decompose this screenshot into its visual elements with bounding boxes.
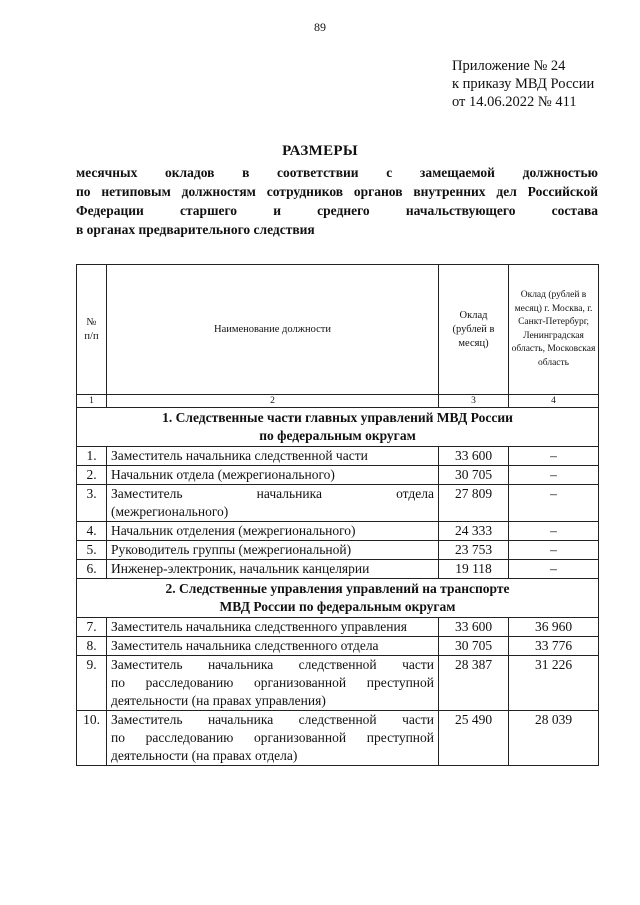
position-name	[107, 656, 439, 711]
salary-value: 19 118	[439, 560, 509, 579]
table-row	[77, 447, 599, 466]
position-name: Заместитель начальника следственного отдела	[107, 637, 439, 656]
position-name-line: по расследованию организованной преступной	[111, 675, 434, 690]
position-name-line: Заместитель начальника следственной части	[111, 712, 434, 727]
section-1-header	[77, 408, 599, 447]
position-name-line: деятельности (на правах отдела)	[111, 748, 298, 763]
position-name: Заместитель начальника следственного управления	[107, 618, 439, 637]
position-name: Инженер-электроник, начальник канцелярии	[107, 560, 439, 579]
appendix-line-3: от 14.06.2022 № 411	[452, 94, 577, 110]
row-number: 10.	[77, 711, 107, 766]
table-row	[77, 637, 599, 656]
salary-value: 30 705	[439, 637, 509, 656]
salary-table	[76, 264, 599, 766]
section-1-title	[77, 408, 599, 447]
position-name-line: по расследованию организованной преступной	[111, 730, 434, 745]
position-name-line: Заместитель начальника отдела	[111, 486, 434, 501]
row-number: 5.	[77, 541, 107, 560]
column-number-row	[77, 395, 599, 408]
salary-moscow-value: –	[509, 485, 599, 522]
position-name: Руководитель группы (межрегиональной)	[107, 541, 439, 560]
subtitle-line-4: в органах предварительного следствия	[76, 222, 315, 237]
col-number: 2	[107, 395, 439, 408]
row-number: 4.	[77, 522, 107, 541]
section-2-line-2: МВД России по федеральным округам	[219, 599, 456, 614]
table-row	[77, 560, 599, 579]
table-row	[77, 522, 599, 541]
section-1-line-2: по федеральным округам	[259, 428, 416, 443]
salary-moscow-value: –	[509, 466, 599, 485]
table-row	[77, 711, 599, 766]
position-name	[107, 485, 439, 522]
salary-value: 25 490	[439, 711, 509, 766]
subtitle-line-1: месячных окладов в соответствии с замещаемой должностью	[76, 165, 598, 180]
salary-value: 30 705	[439, 466, 509, 485]
position-name	[107, 711, 439, 766]
row-number: 1.	[77, 447, 107, 466]
salary-moscow-value: 28 039	[509, 711, 599, 766]
table-row	[77, 466, 599, 485]
document-title: РАЗМЕРЫ	[282, 143, 358, 159]
salary-value: 33 600	[439, 447, 509, 466]
page-number: 89	[314, 20, 326, 34]
position-name-line: (межрегионального)	[111, 504, 229, 519]
position-name-line: Заместитель начальника следственной части	[111, 657, 434, 672]
salary-moscow-value: –	[509, 522, 599, 541]
col-number: 1	[77, 395, 107, 408]
salary-moscow-value: –	[509, 447, 599, 466]
table-row	[77, 618, 599, 637]
section-2-header	[77, 579, 599, 618]
position-name-line: деятельности (на правах управления)	[111, 693, 326, 708]
header-name: Наименование должности	[107, 265, 439, 395]
position-name: Начальник отделения (межрегионального)	[107, 522, 439, 541]
salary-moscow-value: 33 776	[509, 637, 599, 656]
row-number: 6.	[77, 560, 107, 579]
row-number: 7.	[77, 618, 107, 637]
col-number: 3	[439, 395, 509, 408]
salary-value: 24 333	[439, 522, 509, 541]
salary-moscow-value: –	[509, 560, 599, 579]
position-name: Заместитель начальника следственной части	[107, 447, 439, 466]
appendix-line-2: к приказу МВД России	[452, 76, 595, 92]
salary-value: 23 753	[439, 541, 509, 560]
salary-moscow-value: 31 226	[509, 656, 599, 711]
table-row	[77, 541, 599, 560]
col-number: 4	[509, 395, 599, 408]
subtitle-line-3: Федерации старшего и среднего начальствующего состава	[76, 203, 598, 218]
subtitle-line-2: по нетиповым должностям сотрудников органов внутренних дел Российской	[76, 184, 598, 199]
salary-value: 33 600	[439, 618, 509, 637]
header-salary: Оклад (рублей в месяц)	[439, 265, 509, 395]
section-1-line-1: 1. Следственные части главных управлений МВД России	[162, 410, 513, 425]
section-2-line-1: 2. Следственные управления управлений на транспорте	[165, 581, 510, 596]
appendix-line-1: Приложение № 24	[452, 58, 566, 74]
salary-value: 27 809	[439, 485, 509, 522]
salary-moscow-value: 36 960	[509, 618, 599, 637]
row-number: 9.	[77, 656, 107, 711]
salary-moscow-value: –	[509, 541, 599, 560]
table-row	[77, 656, 599, 711]
position-name: Начальник отдела (межрегионального)	[107, 466, 439, 485]
row-number: 2.	[77, 466, 107, 485]
section-2-title	[77, 579, 599, 618]
salary-value: 28 387	[439, 656, 509, 711]
header-salary-moscow: Оклад (рублей в месяц) г. Москва, г. Санкт-Петербург, Ленинградская область, Московская область	[509, 265, 599, 395]
row-number: 8.	[77, 637, 107, 656]
table-row	[77, 485, 599, 522]
header-num: № п/п	[77, 265, 107, 395]
row-number: 3.	[77, 485, 107, 522]
appendix-block	[452, 57, 594, 111]
document-subtitle	[76, 163, 598, 239]
header-row	[77, 265, 599, 395]
